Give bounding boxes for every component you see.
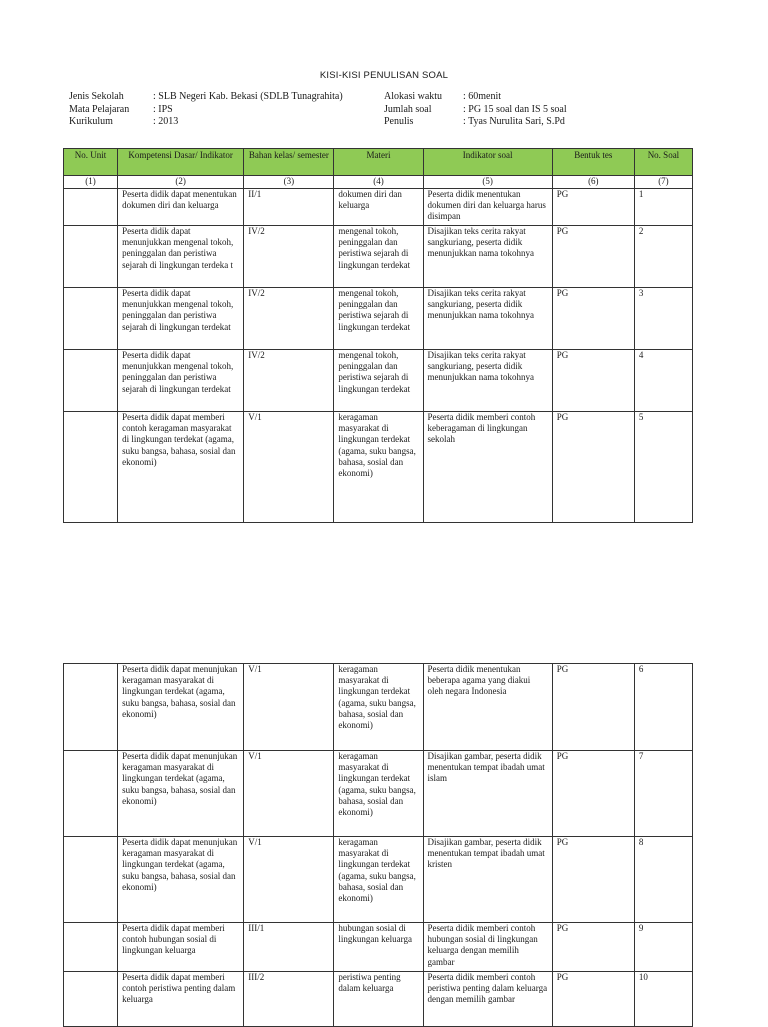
cell-kelas: IV/2 <box>244 226 334 288</box>
cell-unit <box>64 189 118 226</box>
cell-bentuk: PG <box>552 664 634 751</box>
cell-kelas: III/2 <box>244 972 334 1027</box>
table-row <box>64 350 693 412</box>
header-no-soal: No. Soal <box>634 149 692 176</box>
cell-kompetensi: Peserta didik dapat menunjukan keragaman masyarakat di lingkungan terdekat (agama, suku bangsa, bahasa, sosial dan ekonomi) <box>118 664 244 751</box>
cell-kompetensi: Peserta didik dapat menunjukan keragaman masyarakat di lingkungan terdekat (agama, suku bangsa, bahasa, sosial dan ekonomi) <box>118 837 244 923</box>
info-label: Jenis Sekolah <box>69 91 124 102</box>
cell-unit <box>64 226 118 288</box>
cell-kompetensi: Peserta didik dapat memberi contoh keragaman masyarakat di lingkungan terdekat (agama, suku bangsa, bahasa, sosial dan ekonomi) <box>118 412 244 523</box>
document-info-right <box>384 91 567 129</box>
table-row <box>64 288 693 350</box>
cell-indikator: Disajikan gambar, peserta didik menentukan tempat ibadah umat kristen <box>423 837 552 923</box>
header-kompetensi-dasar: Kompetensi Dasar/ Indikator <box>118 149 244 176</box>
cell-materi: peristiwa penting dalam keluarga <box>334 972 423 1027</box>
cell-materi: keragaman masyarakat di lingkungan terdekat (agama, suku bangsa, bahasa, sosial dan ekonomi) <box>334 412 423 523</box>
info-value: : 2013 <box>153 116 179 127</box>
cell-bentuk: PG <box>552 837 634 923</box>
table-row <box>64 189 693 226</box>
column-number: (2) <box>118 176 244 189</box>
info-row-jenis-sekolah <box>69 91 343 104</box>
cell-bentuk: PG <box>552 972 634 1027</box>
cell-indikator: Disajikan teks cerita rakyat sangkuriang, peserta didik menunjukkan nama tokohnya <box>423 288 552 350</box>
cell-bentuk: PG <box>552 350 634 412</box>
cell-no-soal: 4 <box>634 350 692 412</box>
cell-no-soal: 9 <box>634 923 692 972</box>
column-number-row <box>64 176 693 189</box>
header-indikator-soal: Indikator soal <box>423 149 552 176</box>
table-row <box>64 837 693 923</box>
cell-kelas: V/1 <box>244 412 334 523</box>
cell-unit <box>64 751 118 837</box>
cell-materi: keragaman masyarakat di lingkungan terdekat (agama, suku bangsa, bahasa, sosial dan ekonomi) <box>334 664 423 751</box>
cell-bentuk: PG <box>552 751 634 837</box>
cell-kelas: III/1 <box>244 923 334 972</box>
info-row-kurikulum <box>69 116 343 129</box>
info-label: Penulis <box>384 116 414 127</box>
table-row <box>64 751 693 837</box>
kisi-kisi-table-page-2 <box>63 663 693 1027</box>
cell-indikator: Disajikan teks cerita rakyat sangkuriang, peserta didik menunjukkan nama tokohnya <box>423 226 552 288</box>
cell-bentuk: PG <box>552 288 634 350</box>
cell-unit <box>64 972 118 1027</box>
cell-materi: mengenal tokoh, peninggalan dan peristiwa sejarah di lingkungan terdekat <box>334 350 423 412</box>
header-bahan-kelas: Bahan kelas/ semester <box>244 149 334 176</box>
cell-indikator: Peserta didik memberi contoh hubungan sosial di lingkungan keluarga dengan memilih gambar <box>423 923 552 972</box>
cell-no-soal: 3 <box>634 288 692 350</box>
info-value: : Tyas Nurulita Sari, S.Pd <box>463 116 565 127</box>
cell-bentuk: PG <box>552 412 634 523</box>
cell-no-soal: 5 <box>634 412 692 523</box>
cell-materi: hubungan sosial di lingkungan keluarga <box>334 923 423 972</box>
cell-kompetensi: Peserta didik dapat menunjukkan mengenal tokoh, peninggalan dan peristiwa sejarah di lingkungan terdekat <box>118 288 244 350</box>
cell-indikator: Peserta didik memberi contoh keberagaman di lingkungan sekolah <box>423 412 552 523</box>
cell-kelas: V/1 <box>244 751 334 837</box>
info-label: Mata Pelajaran <box>69 103 130 115</box>
column-number: (3) <box>244 176 334 189</box>
info-row-penulis <box>384 116 567 129</box>
cell-no-soal: 1 <box>634 189 692 226</box>
info-row-jumlah-soal <box>384 104 567 117</box>
cell-kompetensi: Peserta didik dapat menentukan dokumen diri dan keluarga <box>118 189 244 226</box>
info-value: : 60menit <box>463 91 502 102</box>
cell-kelas: V/1 <box>244 837 334 923</box>
cell-kelas: IV/2 <box>244 288 334 350</box>
table-row <box>64 664 693 751</box>
cell-kelas: V/1 <box>244 664 334 751</box>
cell-kompetensi: Peserta didik dapat menunjukan keragaman masyarakat di lingkungan terdekat (agama, suku bangsa, bahasa, sosial dan ekonomi) <box>118 751 244 837</box>
cell-kompetensi: Peserta didik dapat memberi contoh hubungan sosial di lingkungan keluarga <box>118 923 244 972</box>
header-bentuk-tes: Bentuk tes <box>552 149 634 176</box>
info-label: Kurikulum <box>69 116 113 127</box>
info-value: : PG 15 soal dan IS 5 soal <box>463 103 567 115</box>
info-row-alokasi-waktu <box>384 91 567 104</box>
cell-unit <box>64 664 118 751</box>
cell-materi: keragaman masyarakat di lingkungan terdekat (agama, suku bangsa, bahasa, sosial dan ekonomi) <box>334 837 423 923</box>
column-number: (1) <box>64 176 118 189</box>
info-value: : SLB Negeri Kab. Bekasi (SDLB Tunagrahita) <box>153 91 343 102</box>
cell-bentuk: PG <box>552 923 634 972</box>
document-info-left <box>69 91 343 129</box>
kisi-kisi-table-page-1 <box>63 148 693 523</box>
table-header-row <box>64 149 693 176</box>
table-row <box>64 412 693 523</box>
cell-unit <box>64 288 118 350</box>
table-row <box>64 923 693 972</box>
column-number: (4) <box>334 176 423 189</box>
info-value: : IPS <box>153 103 173 115</box>
cell-kompetensi: Peserta didik dapat memberi contoh peristiwa penting dalam keluarga <box>118 972 244 1027</box>
cell-kelas: IV/2 <box>244 350 334 412</box>
cell-unit <box>64 837 118 923</box>
header-materi: Materi <box>334 149 423 176</box>
cell-kompetensi: Peserta didik dapat menunjukkan mengenal tokoh, peninggalan dan peristiwa sejarah di lingkungan terdeka t <box>118 226 244 288</box>
info-label: Jumlah soal <box>384 103 432 115</box>
cell-unit <box>64 350 118 412</box>
cell-no-soal: 8 <box>634 837 692 923</box>
cell-no-soal: 6 <box>634 664 692 751</box>
cell-indikator: Disajikan gambar, peserta didik menentukan tempat ibadah umat islam <box>423 751 552 837</box>
column-number: (5) <box>423 176 552 189</box>
cell-materi: mengenal tokoh, peninggalan dan peristiwa sejarah di lingkungan terdekat <box>334 288 423 350</box>
cell-indikator: Peserta didik menentukan dokumen diri dan keluarga harus disimpan <box>423 189 552 226</box>
page-title: KISI-KISI PENULISAN SOAL <box>319 70 449 81</box>
cell-indikator: Peserta didik memberi contoh peristiwa penting dalam keluarga dengan memilih gambar <box>423 972 552 1027</box>
cell-unit <box>64 923 118 972</box>
cell-kompetensi: Peserta didik dapat menunjukkan mengenal tokoh, peninggalan dan peristiwa sejarah di lingkungan terdekat <box>118 350 244 412</box>
header-no-unit: No. Unit <box>64 149 118 176</box>
cell-materi: mengenal tokoh, peninggalan dan peristiwa sejarah di lingkungan terdekat <box>334 226 423 288</box>
info-label: Alokasi waktu <box>384 91 443 102</box>
cell-no-soal: 2 <box>634 226 692 288</box>
column-number: (6) <box>552 176 634 189</box>
cell-bentuk: PG <box>552 189 634 226</box>
cell-kelas: II/1 <box>244 189 334 226</box>
cell-materi: keragaman masyarakat di lingkungan terdekat (agama, suku bangsa, bahasa, sosial dan ekonomi) <box>334 751 423 837</box>
cell-materi: dokumen diri dan keluarga <box>334 189 423 226</box>
cell-indikator: Disajikan teks cerita rakyat sangkuriang, peserta didik menunjukkan nama tokohnya <box>423 350 552 412</box>
info-row-mata-pelajaran <box>69 104 343 117</box>
cell-no-soal: 7 <box>634 751 692 837</box>
cell-indikator: Peserta didik menentukan beberapa agama yang diakui oleh negara Indonesia <box>423 664 552 751</box>
cell-no-soal: 10 <box>634 972 692 1027</box>
column-number: (7) <box>634 176 692 189</box>
table-row <box>64 972 693 1027</box>
cell-unit <box>64 412 118 523</box>
table-row <box>64 226 693 288</box>
cell-bentuk: PG <box>552 226 634 288</box>
